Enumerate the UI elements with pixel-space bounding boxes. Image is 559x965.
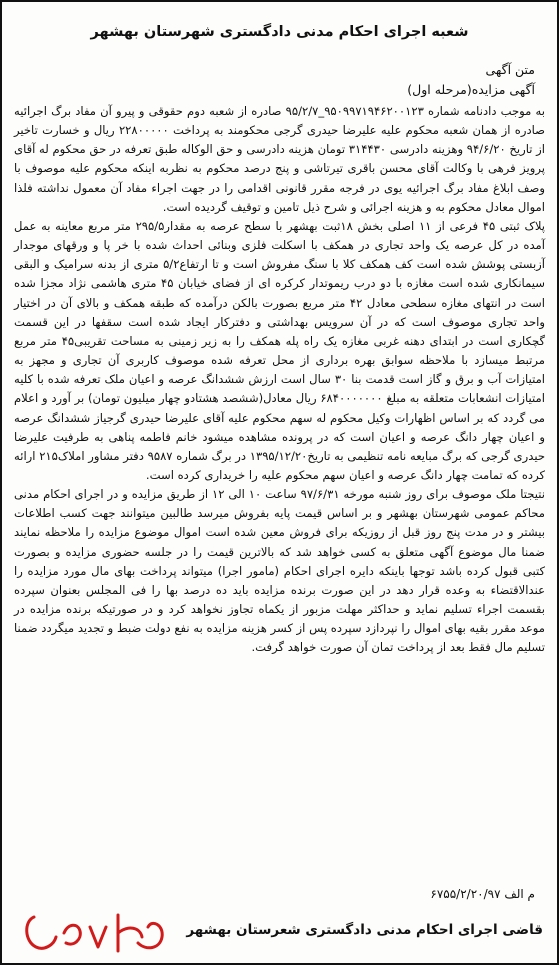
notice-title: شعبه اجرای احکام مدنی دادگستری شهرستان بهشهر xyxy=(90,24,469,40)
handwritten-note-mark xyxy=(20,907,170,959)
reference-number: م الف ۶۷۵۵/۲/۲۰/۹۷ xyxy=(430,887,535,901)
paragraph-property: پلاک ثبتی ۴۵ فرعی از ۱۱ اصلی بخش ۱۸ثبت بهشهر با سطح عرصه به مقدار۲۹۵/۵ متر مربع معاینه به عمل آمده در کل عرصه یک واحد تجاری در همکف با اسکلت فلزی وبنائی احداث شده با خر پا و ورقهای موجدار آزبستی پوشش شده است کف همکف کلا با سنگ مفروش است و تا ارتفاع۵/۲ متری از بدنه سرامیک و البقی سیمانکاری شده است مغازه با دو درب ریموتدار کرکره ای از فضای خیابان ۴۵ متری هاشمی نژاد مجزا شده است در انتهای مغازه سطحی معادل ۴۲ متر مربع بصورت بالکن درآمده که طبقه همکف و بالای آن در اختیار واحد تجاری موصوف است که در آن سرویس بهداشتی و دفترکار ایجاد شده است سقفها در این قسمت گچکاری است در ابتدای دهنه غربی مغازه یک راه پله همکف را به زیر زمینی به مساحت تقریبی۴۵ متر مربع مرتبط میسازد با ملاحظه سوابق بهره برداری از محل تعرفه شده موصوف کاربری آن تجاری و مجهز به امتیازات آب و برق و گاز است قدمت بنا ۳۰ سال است ارزش ششدانگ عرصه و اعیان ملک تعرفه شده با کلیه امتیازات انشعابات متعلقه به مبلغ ۶۸۴۰۰۰۰۰۰۰ ریال معادل(ششصد هشتادو چهار میلیون تومان) بر آورد و اعلام می گردد که بر اساس اظهارات وکیل محکوم له سهم محکوم علیه آقای علیرضا حیدری گرجیاز ششدانگ عرصه و اعیان چهار دانگ عرصه و اعیان است که در پرونده مشاهده میشود خانم فاطمه پناهی به طرفیت علیرضا حیدری گرجی که برگ مبایعه نامه تنظیمی به تاریخ۱۳۹۵/۱۲/۲۰ در برگ شماره ۹۵۸۷ دفتر مشاور املاک۲۱۵ ارائه کرده که تمامت چهار دانگ عرصه و اعیان سهم محکوم علیه را خریداری کرده است. xyxy=(14,218,546,482)
paragraph-judgment: به موجب دادنامه شماره ۹۵۰۹۹۷۱۹۴۶۲۰۰۱۲۳_۹۵/۲/۷ صادره از شعبه دوم حقوقی و پیرو آن مفاد برگ اجرائیه صادره از همان شعبه محکوم علیه علیرضا حیدری گرجی محکومند به پرداخت ۲۲۸۰۰۰۰۰ ریال و خسارت تاخیر از تاریخ ۹۴/۶/۲۰ وهزینه دادرسی ۳۱۴۴۳۰ تومان هزینه دادرسی و حق الوکاله طبق تعرفه در حق محکوم له آقای پرویز فرهی با وکالت آقای محسن باقری تیرتاشی و پنج درصد محکوم به نظربه اینکه محکوم علیه موصوف با وصف ابلاغ مفاد برگ اجرائیه یوی در فرجه مقرر قانونی اقدامی را در جهت اجراء مفاد آن معمول نداشته فلذا اموال معادل محکوم به و هزینه اجرائی و شرح ذیل تامین و توقیف گردیده است. xyxy=(14,104,546,214)
notice-body xyxy=(14,102,545,658)
auction-heading: آگهی مزایده(مرحله اول) xyxy=(407,82,535,97)
paragraph-auction-terms: نتیجتا ملک موصوف برای روز شنبه مورخه ۹۷/۶/۳۱ ساعت ۱۰ الی ۱۲ از طریق مزایده و در اجرای احکام مدنی محاکم عمومی شهرستان بهشهر و بر اساس قیمت پایه بفروش میرسد طالبین میتوانند جهت کسب اطلاعات بیشتر و در مدت پنج روز قبل از روزیکه برای فروش معین شده است اموال موضوع مزایده را ملاحظه نمایند ضمنا مال موضوع آگهی متعلق به کسی خواهد شد که بالاترین قیمت را در جلسه حضوری مزایده و بصورت کتبی قبول کرده باشد توجها باینکه دایره اجرای احکام (مامور اجرا) میتواند پرداخت بهای مال مورد مزایده را عندالاقتضاء به وعده قرار دهد در این صورت برنده مزایده باید ده درصد بها را فی المجلس بعنوان سپرده بقسمت اجراء تسلیم نماید و حداکثر مهلت مزبور از یکماه تجاوز نخواهد کرد و در صورتیکه برنده مزایده در موعد مقرر بقیه بهای اموال را نپردازد سپرده پس از کسر هزینه مزایده به نفع دولت ضبط و تجدید میگردد ضمنا تسلیم مال فقط بعد از پرداخت تمان آن صورت خواهد گرفت. xyxy=(14,487,545,655)
judge-signature-line: قاضی اجرای احکام مدنی دادگستری شعرستان بهشهر xyxy=(186,922,543,938)
notice-subtitle: متن آگهی xyxy=(485,62,535,77)
